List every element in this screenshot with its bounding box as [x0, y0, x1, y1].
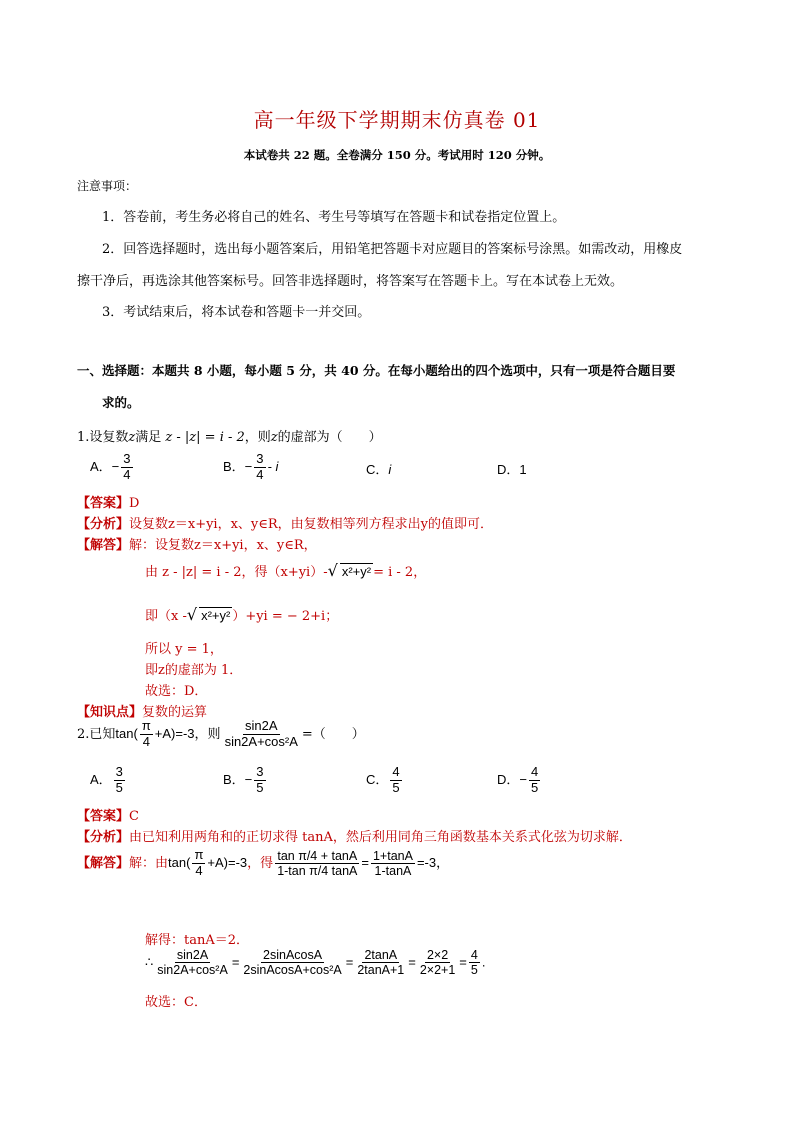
q2-solution-frac2-den: 1-tanA — [374, 863, 412, 878]
q2-chain-end: . — [481, 954, 486, 970]
q1-analysis-text: 设复数z＝x+yi，x、y∈R，由复数相等列方程求出y的值即可． — [129, 517, 494, 532]
q1-analysis — [77, 513, 493, 532]
q2-solution-tan-tail: +A)=-3 — [207, 854, 248, 870]
q2-option-a-label: A． — [90, 771, 112, 787]
q2-analysis-tag: 【分析】 — [77, 830, 130, 845]
q2-analysis — [77, 826, 632, 845]
q1-solution-line-2-radicand: x²+y² — [341, 564, 372, 579]
q2-stem — [77, 719, 365, 750]
therefore-icon: ∴ — [145, 954, 154, 970]
q2-solution-line-3 — [145, 948, 485, 978]
q1-option-a-label: A． — [90, 458, 112, 474]
q2-solution-line-2: 解得：tanA＝2． — [145, 933, 250, 948]
q2-chain-eq-1: = — [231, 954, 240, 970]
q2-chain-f5-num: 4 — [470, 948, 478, 962]
q1-option-d-value: 1 — [519, 462, 527, 477]
sqrt-icon: √ — [327, 561, 338, 580]
q2-stem-then: ，则 — [194, 726, 221, 742]
q1-solution-line-1: 解：设复数z＝x+yi，x、y∈R， — [129, 538, 317, 553]
q2-option-b-sign: − — [244, 771, 253, 787]
q1-option-b — [223, 452, 278, 483]
q2-option-d-num: 4 — [530, 764, 539, 779]
q1-solution-line-6: 故选：D． — [145, 684, 208, 699]
q2-chain-eq-3: = — [408, 954, 416, 970]
q1-solution-line-3-radicand: x²+y² — [201, 608, 231, 623]
q2-chain-f4-den: 2×2+1 — [419, 963, 456, 978]
q1-stem-var-2: z — [270, 430, 278, 445]
q2-option-d-sign: − — [519, 771, 527, 787]
q1-option-a-num: 3 — [123, 451, 131, 466]
q2-solution-four: 4 — [195, 862, 203, 878]
q2-option-d-label: D． — [497, 771, 520, 787]
q1-option-d-label: D． — [497, 462, 520, 477]
q2-solution-line-1 — [77, 848, 449, 879]
q1-analysis-tag: 【分析】 — [77, 517, 130, 532]
q2-chain-f2-num: 2sinAcosA — [263, 948, 323, 962]
q1-option-b-den: 4 — [256, 466, 264, 482]
q2-option-d — [497, 765, 542, 796]
section-heading-cont: 求的。 — [102, 395, 140, 410]
q2-chain-f3-num: 2tanA — [364, 948, 398, 962]
q2-analysis-text: 由已知利用两角和的正切求得 tanA，然后利用同角三角函数基本关系式化弦为切求解． — [129, 830, 632, 845]
q2-chain-f1-den: sin2A+cos²A — [157, 963, 228, 978]
q1-stem-expr: z - |z| = i - 2 — [165, 430, 245, 445]
q2-solution-big-den: 1-tan π/4 tanA — [277, 863, 358, 878]
notes-item-3: 3．考试结束后，将本试卷和答题卡一并交回。 — [102, 305, 371, 320]
q2-answer-value: C — [129, 809, 139, 824]
q2-solution-tag: 【解答】 — [77, 855, 130, 871]
q2-solution-mid: ，得 — [247, 855, 274, 871]
q2-solution-frac2-num: 1+tanA — [372, 848, 413, 863]
notes-item-2-cont: 擦干净后，再选涂其他答案标号。回答非选择题时，将答案写在答题卡上。写在本试卷上无效。 — [77, 274, 624, 289]
q1-answer-value: D — [129, 496, 140, 511]
q1-answer — [77, 492, 139, 511]
q2-option-a — [90, 765, 127, 796]
q1-solution-line-4: 所以 y = 1， — [145, 642, 223, 657]
q1-answer-tag: 【答案】 — [77, 496, 130, 511]
q2-option-b-label: B． — [223, 771, 245, 787]
q2-answer-tag: 【答案】 — [77, 809, 130, 824]
notes-item-1: 1．答卷前，考生务必将自己的姓名、考生号等填写在答题卡和试卷指定位置上。 — [102, 210, 566, 225]
q1-solution-line-3-pre: 即（x - — [145, 609, 187, 624]
q1-option-b-sign: − — [244, 458, 253, 474]
q2-option-b — [223, 765, 268, 796]
q1-solution-line-3 — [145, 605, 338, 624]
q2-chain-eq-2: = — [345, 954, 354, 970]
sqrt-icon: √ — [186, 605, 198, 624]
q1-stem — [77, 426, 382, 445]
q1-option-a — [90, 452, 135, 483]
q2-solution-eq: = — [361, 854, 369, 870]
q1-knowledge-text: 复数的运算 — [142, 705, 208, 720]
q1-solution-line-5: 即z的虚部为 1． — [145, 663, 243, 678]
notes-item-2: 2．回答选择题时，选出每小题答案后，用铅笔把答题卡对应题目的答案标号涂黑。如需改动，用橡皮 — [102, 242, 683, 257]
q2-option-a-den: 5 — [115, 779, 123, 795]
q2-answer — [77, 805, 139, 824]
q1-option-c-label: C． — [366, 462, 389, 477]
q1-solution-line-2-pre: 由 z - |z| = i - 2，得（x+yi）- — [145, 565, 328, 580]
q2-chain-f5-den: 5 — [470, 963, 478, 978]
q1-option-c-value: i — [388, 462, 392, 477]
q2-chain-f4-num: 2×2 — [426, 948, 449, 962]
q2-stem-prefix: 2.已知 — [77, 726, 116, 742]
q1-option-a-sign: − — [111, 458, 120, 474]
q1-option-b-label: B． — [223, 458, 245, 474]
q2-solution-tail: =-3， — [416, 854, 450, 870]
q1-knowledge-tag: 【知识点】 — [77, 705, 143, 720]
q2-stem-tan: tan( — [115, 725, 138, 741]
q1-stem-prefix: 1.设复数 — [77, 430, 129, 445]
q2-option-d-den: 5 — [530, 779, 539, 795]
q1-solution-line-2 — [145, 561, 426, 580]
q2-solution-line-4: 故选：C． — [145, 995, 207, 1010]
q2-option-c-label: C． — [366, 771, 389, 787]
q2-solution-pre: 解：由 — [129, 855, 169, 871]
q1-option-b-num: 3 — [256, 451, 264, 466]
q2-stem-frac-den: sin2A+cos²A — [224, 733, 298, 749]
q2-option-a-num: 3 — [115, 764, 123, 779]
q2-solution-big-num: tan π/4 + tanA — [277, 848, 358, 863]
q1-option-c — [366, 459, 391, 478]
q2-stem-pi: π — [141, 718, 151, 733]
q2-stem-frac-num: sin2A — [244, 718, 278, 733]
q1-stem-var: z — [128, 430, 136, 445]
notes-heading: 注意事项： — [77, 179, 138, 193]
q1-stem-suffix: ，则 — [244, 430, 271, 445]
q2-option-b-den: 5 — [256, 779, 264, 795]
q2-chain-f3-den: 2tanA+1 — [357, 963, 405, 978]
exam-subtitle: 本试卷共 22 题。全卷满分 150 分。考试用时 120 分钟。 — [243, 148, 551, 162]
q2-option-c — [366, 765, 404, 796]
q2-chain-f2-den: 2sinAcosA+cos²A — [243, 963, 342, 978]
q1-solution — [77, 534, 317, 553]
q1-option-d — [497, 459, 527, 478]
q2-option-c-num: 4 — [392, 764, 400, 779]
q1-option-b-tail: - i — [267, 458, 279, 474]
q2-option-c-den: 5 — [392, 779, 400, 795]
q2-stem-four: 4 — [142, 733, 150, 749]
page-title: 高一年级下学期期末仿真卷 01 — [253, 108, 541, 132]
section-heading: 一、选择题：本题共 8 小题，每小题 5 分，共 40 分。在每小题给出的四个选项中，只有一项是符合题目要 — [77, 363, 676, 378]
q1-stem-mid: 满足 — [135, 430, 162, 445]
q1-option-a-den: 4 — [123, 466, 131, 482]
q1-stem-suffix-2: 的虚部为（ ） — [277, 430, 382, 445]
q2-chain-eq-4: = — [459, 954, 467, 970]
q2-stem-suffix: =（ ） — [301, 726, 365, 742]
q2-stem-tan-tail: +A)=-3 — [154, 725, 195, 741]
q1-solution-line-3-post: ）+yi = − 2+i； — [232, 609, 339, 624]
q2-option-b-num: 3 — [256, 764, 264, 779]
q1-solution-tag: 【解答】 — [77, 538, 130, 553]
q2-solution-tan: tan( — [168, 854, 191, 870]
q2-solution-pi: π — [194, 847, 204, 862]
q1-solution-line-2-post: = i - 2， — [373, 565, 427, 580]
q2-chain-f1-num: sin2A — [176, 948, 209, 962]
